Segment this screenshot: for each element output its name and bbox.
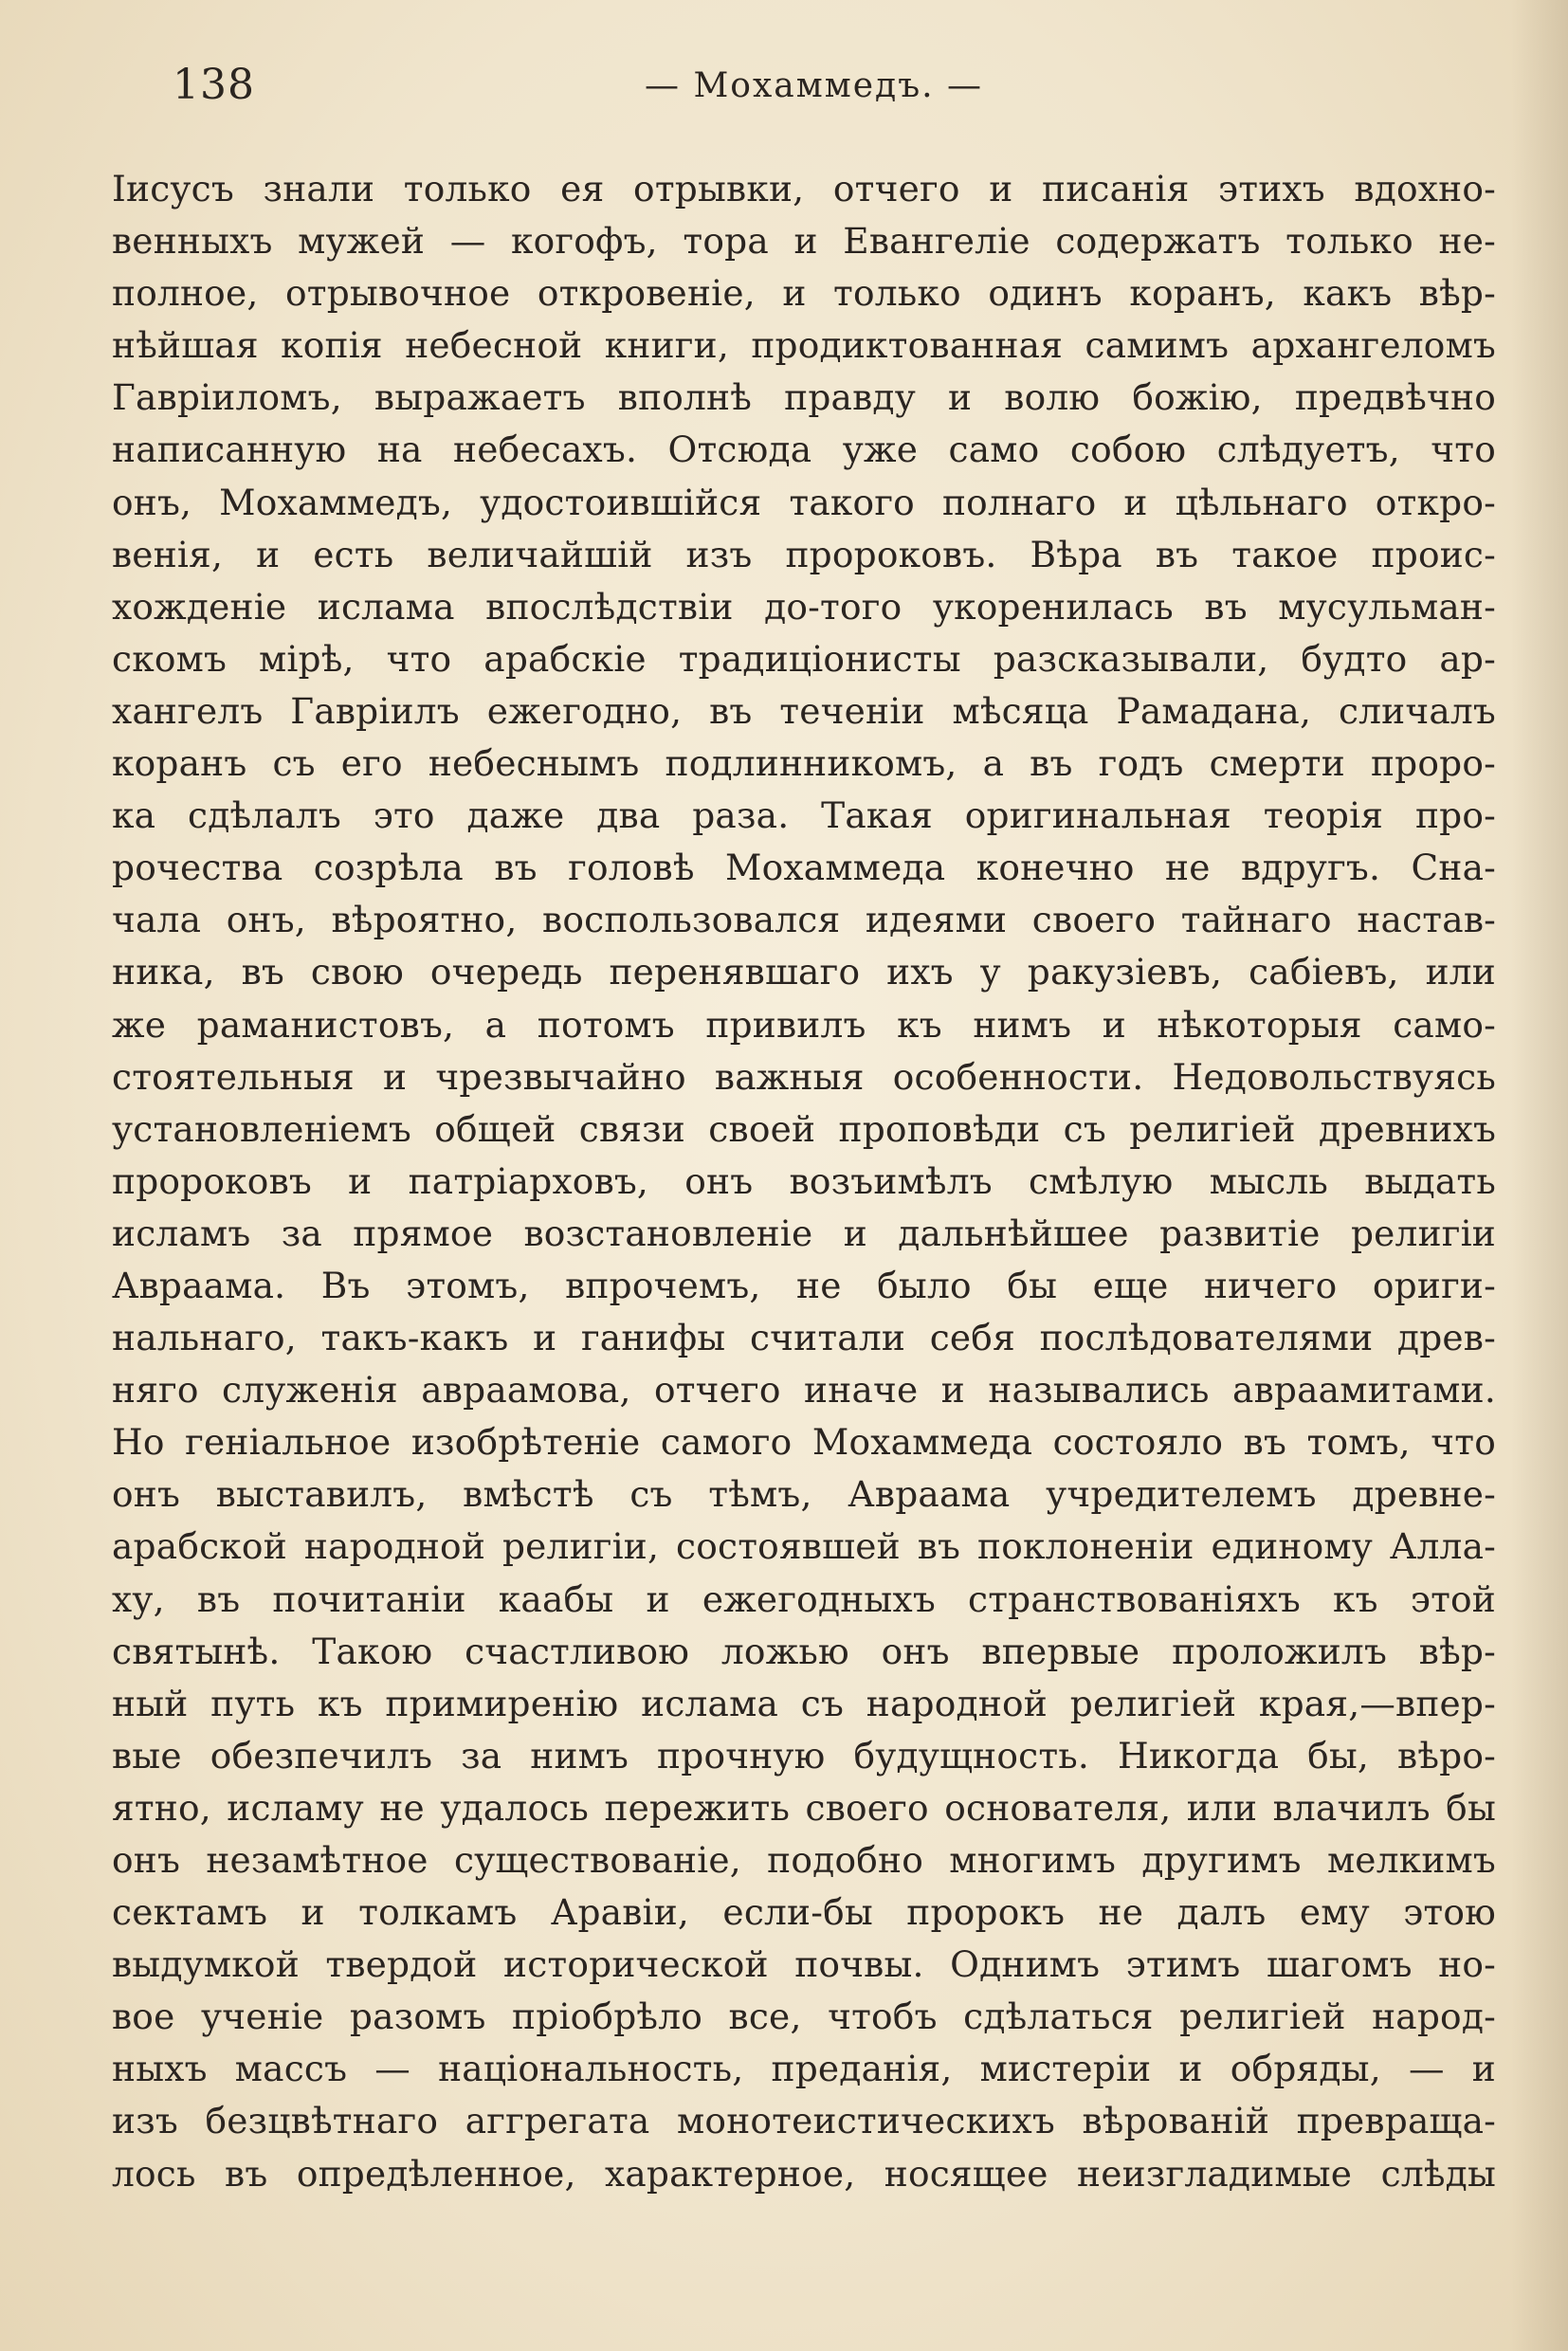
text-line: вые обезпечилъ за нимъ прочную будущность. Никогда бы, вѣро-	[112, 1734, 1496, 1777]
text-line: ныхъ массъ — національность, преданія, мистеріи и обряды, — и	[112, 2048, 1496, 2090]
text-line: венныхъ мужей — когофъ, тора и Евангеліе содержатъ только не-	[112, 220, 1496, 263]
text-line: написанную на небесахъ. Отсюда уже само собою слѣдуетъ, что	[112, 428, 1496, 471]
page-number: 138	[173, 61, 255, 109]
text-line: пророковъ и патріарховъ, онъ возъимѣлъ смѣлую мысль выдать	[112, 1159, 1496, 1202]
text-line: рочества созрѣла въ головѣ Мохаммеда конечно не вдругъ. Сна-	[112, 847, 1496, 889]
text-line: ка сдѣлалъ это даже два раза. Такая оригинальная теорія про-	[112, 794, 1496, 837]
text-line: онъ выставилъ, вмѣстѣ съ тѣмъ, Авраама учредителемъ древне-	[112, 1473, 1496, 1516]
text-line: онъ, Мохаммедъ, удостоившійся такого полнаго и цѣльнаго откро-	[112, 481, 1496, 523]
text-line: святынѣ. Такою счастливою ложью онъ впервые проложилъ вѣр-	[112, 1630, 1496, 1672]
text-line: выдумкой твердой исторической почвы. Однимъ этимъ шагомъ но-	[112, 1943, 1496, 1986]
text-line: арабской народной религіи, состоявшей въ поклоненіи единому Алла-	[112, 1525, 1496, 1568]
text-line: изъ безцвѣтнаго аггрегата монотеистическихъ вѣрованій превраща-	[112, 2100, 1496, 2142]
text-line: коранъ съ его небеснымъ подлинникомъ, а въ годъ смерти проро-	[112, 742, 1496, 785]
text-line: нѣйшая копія небесной книги, продиктованная самимъ архангеломъ	[112, 324, 1496, 367]
text-line: Іисусъ знали только ея отрывки, отчего и писанія этихъ вдохно-	[112, 168, 1496, 210]
running-head: — Мохаммедъ. —	[645, 66, 984, 105]
text-line: Гавріиломъ, выражаетъ вполнѣ правду и волю божію, предвѣчно	[112, 376, 1496, 419]
text-line: венія, и есть величайшій изъ пророковъ. Вѣра въ такое проис-	[112, 533, 1496, 575]
text-line: ный путь къ примиренію ислама съ народной религіей края,—впер-	[112, 1682, 1496, 1724]
text-line: лось въ опредѣленное, характерное, носящее неизгладимые слѣды	[112, 2152, 1496, 2195]
binding-shadow	[1511, 0, 1568, 2351]
page-header	[114, 57, 1493, 123]
text-line: хожденіе ислама впослѣдствіи до-того укоренилась въ мусульман-	[112, 585, 1496, 628]
text-line: же раманистовъ, а потомъ привилъ къ нимъ и нѣкоторыя само-	[112, 1003, 1496, 1046]
text-line: исламъ за прямое возстановленіе и дальнѣйшее развитіе религіи	[112, 1212, 1496, 1254]
text-line: няго служенія авраамова, отчего иначе и назывались авраамитами.	[112, 1369, 1496, 1412]
text-line: онъ незамѣтное существованіе, подобно многимъ другимъ мелкимъ	[112, 1839, 1496, 1881]
text-line: хангелъ Гавріилъ ежегодно, въ теченіи мѣсяца Рамадана, сличалъ	[112, 689, 1496, 732]
text-line: полное, отрывочное откровеніе, и только одинъ коранъ, какъ вѣр-	[112, 272, 1496, 315]
text-line: сектамъ и толкамъ Аравіи, если-бы пророкъ не далъ ему этою	[112, 1891, 1496, 1934]
text-line: Авраама. Въ этомъ, впрочемъ, не было бы еще ничего ориги-	[112, 1264, 1496, 1306]
text-line: ника, въ свою очередь перенявшаго ихъ у ракузіевъ, сабіевъ, или	[112, 951, 1496, 993]
text-line: Но геніальное изобрѣтеніе самого Мохаммеда состояло въ томъ, что	[112, 1421, 1496, 1464]
text-line: стоятельныя и чрезвычайно важныя особенности. Недовольствуясь	[112, 1055, 1496, 1098]
text-line: ятно, исламу не удалось пережить своего основателя, или влачилъ бы	[112, 1786, 1496, 1829]
text-line: установленіемъ общей связи своей проповѣди съ религіей древнихъ	[112, 1107, 1496, 1150]
text-line: чала онъ, вѣроятно, воспользовался идеями своего тайнаго настав-	[112, 899, 1496, 941]
text-line: ху, въ почитаніи каабы и ежегодныхъ странствованіяхъ къ этой	[112, 1577, 1496, 1620]
body-text	[112, 163, 1496, 2200]
text-line: вое ученіе разомъ пріобрѣло все, чтобъ сдѣлаться религіей народ-	[112, 1996, 1496, 2038]
text-line: нальнаго, такъ-какъ и ганифы считали себя послѣдователями древ-	[112, 1317, 1496, 1359]
text-line: скомъ мірѣ, что арабскіе традиціонисты разсказывали, будто ар-	[112, 637, 1496, 680]
